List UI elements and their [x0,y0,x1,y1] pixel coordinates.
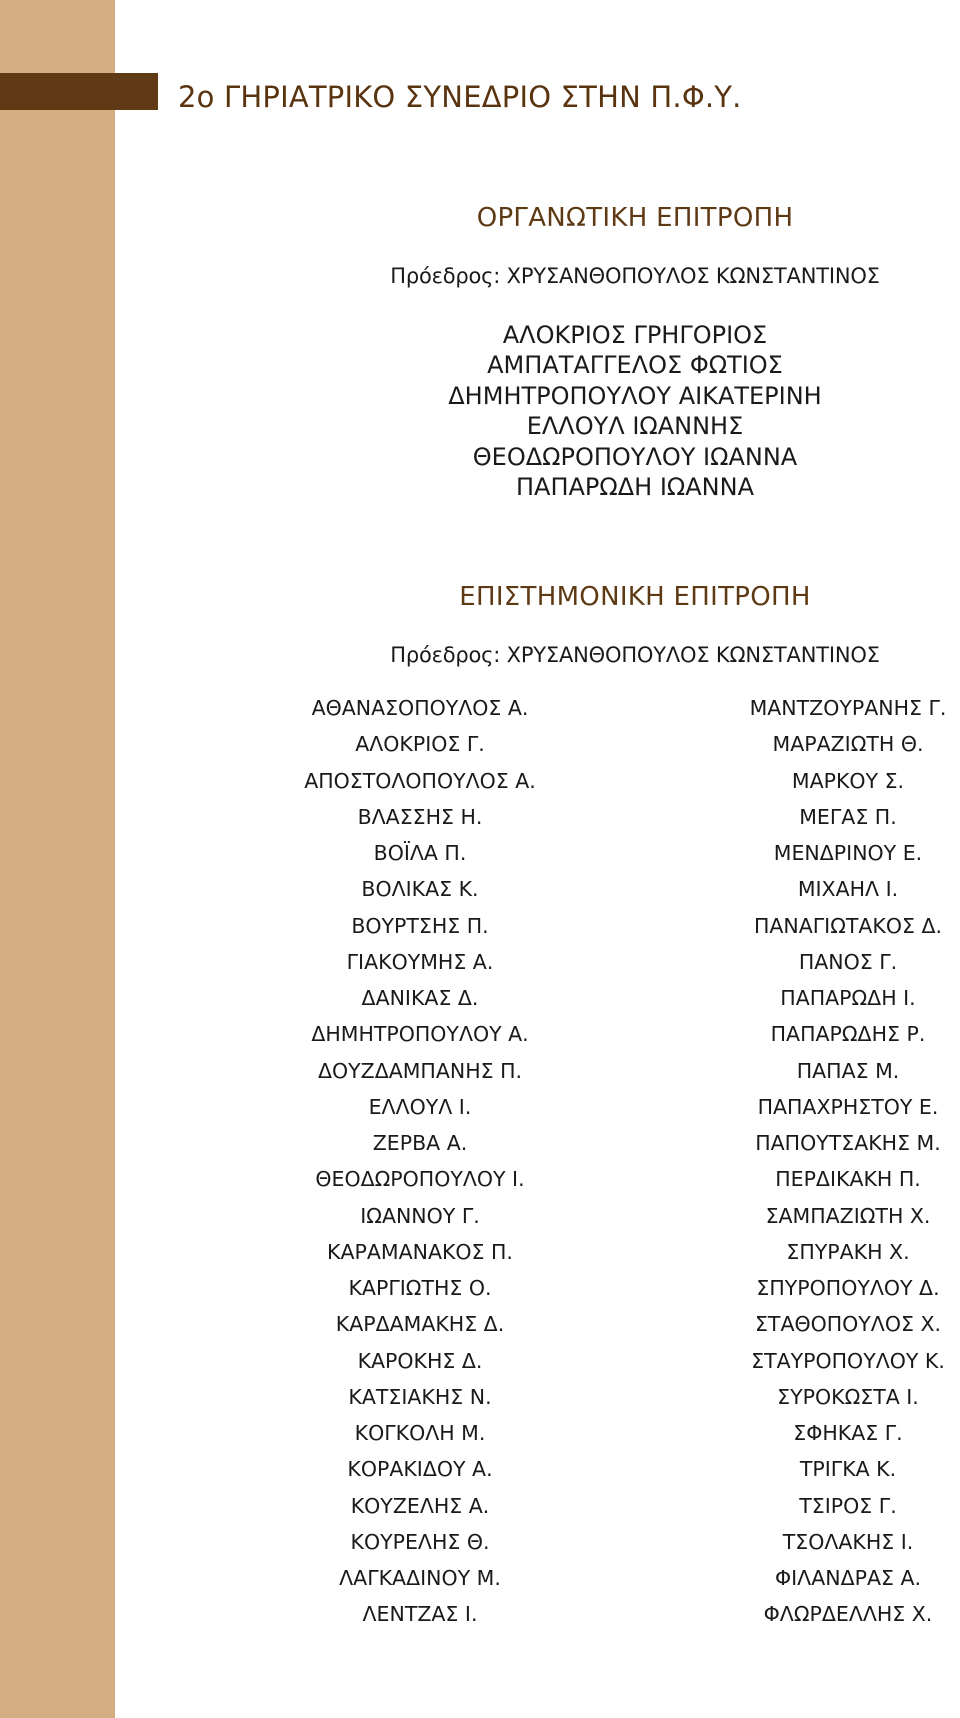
list-item: ΒΟΪΛΑ Π. [373,841,467,865]
list-item: ΣΠΥΡΑΚΗ Χ. [786,1239,910,1264]
list-item: ΑΜΠΑΤΑΓΓΕΛΟΣ ΦΩΤΙΟΣ [487,351,783,380]
list-item: ΙΩΑΝΝΟΥ Γ. [360,1203,480,1228]
list-item: ΜΑΝΤΖΟΥΡΑΝΗΣ Γ. [749,696,947,720]
scientific-committee-president: Πρόεδρος: ΧΡΥΣΑΝΘΟΠΟΥΛΟΣ ΚΩΝΣΤΑΝΤΙΝΟΣ [390,643,880,667]
list-item: ΘΕΟΔΩΡΟΠΟΥΛΟΥ Ι. [315,1167,525,1192]
list-item: ΚΟΥΡΕΛΗΣ Θ. [350,1529,490,1554]
list-item: ΕΛΛΟΥΛ ΙΩΑΝΝΗΣ [526,412,744,441]
list-item: ΓΙΑΚΟΥΜΗΣ Α. [346,949,494,974]
list-item: ΣΥΡΟΚΩΣΤΑ Ι. [777,1384,919,1409]
list-item: ΑΛΟΚΡΙΟΣ ΓΡΗΓΟΡΙΟΣ [502,321,768,349]
list-item: ΤΡΙΓΚΑ Κ. [799,1457,897,1482]
list-item: ΦΛΩΡΔΕΛΛΗΣ Χ. [763,1602,933,1627]
list-item: ΣΤΑΘΟΠΟΥΛΟΣ Χ. [754,1312,942,1337]
list-item: ΚΟΓΚΟΛΗ Μ. [354,1421,486,1445]
list-item: ΠΑΠΑΡΩΔΗ ΙΩΑΝΝΑ [516,472,754,501]
list-item: ΔΟΥΖΔΑΜΠΑΝΗΣ Π. [317,1058,523,1083]
list-item: ΤΣΟΛΑΚΗΣ Ι. [782,1529,914,1554]
list-item: ΣΑΜΠΑΖΙΩΤΗ Χ. [765,1203,931,1228]
list-item: ΘΕΟΔΩΡΟΠΟΥΛΟΥ ΙΩΑΝΝΑ [472,442,798,471]
list-item: ΚΑΡΓΙΩΤΗΣ Ο. [348,1276,492,1300]
list-item: ΚΟΡΑΚΙΔΟΥ Α. [347,1457,493,1482]
list-item: ΔΗΜΗΤΡΟΠΟΥΛΟΥ ΑΙΚΑΤΕΡΙΝΗ [448,381,822,410]
list-item: ΣΦΗΚΑΣ Γ. [793,1421,903,1445]
list-item: ΠΑΠΑΧΡΗΣΤΟΥ Ε. [757,1094,939,1119]
organizing-committee-heading: ΟΡΓΑΝΩΤΙΚΗ ΕΠΙΤΡΟΠΗ [476,203,794,233]
list-item: ΜΑΡΚΟΥ Σ. [791,768,905,793]
list-item: ΔΑΝΙΚΑΣ Δ. [361,986,479,1010]
list-item: ΚΑΤΣΙΑΚΗΣ Ν. [348,1384,492,1409]
list-item: ΖΕΡΒΑ Α. [372,1131,468,1155]
list-item: ΠΕΡΔΙΚΑΚΗ Π. [775,1167,921,1192]
list-item: ΠΑΠΑΣ Μ. [796,1058,900,1083]
scientific-committee-heading: ΕΠΙΣΤΗΜΟΝΙΚΗ ΕΠΙΤΡΟΠΗ [459,582,811,612]
list-item: ΛΕΝΤΖΑΣ Ι. [362,1602,478,1627]
scientific-committee-left-column [230,690,610,1633]
list-item: ΛΑΓΚΑΔΙΝΟΥ Μ. [339,1566,501,1590]
list-item: ΜΑΡΑΖΙΩΤΗ Θ. [772,732,924,757]
organizing-committee-president: Πρόεδρος: ΧΡΥΣΑΝΘΟΠΟΥΛΟΣ ΚΩΝΣΤΑΝΤΙΝΟΣ [390,264,880,288]
list-item: ΣΤΑΥΡΟΠΟΥΛΟΥ Κ. [751,1348,945,1373]
title-accent-bar [0,73,158,110]
list-item: ΚΑΡΑΜΑΝΑΚΟΣ Π. [327,1239,513,1264]
list-item: ΒΟΛΙΚΑΣ Κ. [361,877,479,902]
list-item: ΜΙΧΑΗΛ Ι. [797,877,899,902]
side-band [0,0,115,1718]
list-item: ΠΑΠΟΥΤΣΑΚΗΣ Μ. [755,1131,941,1155]
list-item: ΔΗΜΗΤΡΟΠΟΥΛΟΥ Α. [311,1022,529,1047]
list-item: ΠΑΝΑΓΙΩΤΑΚΟΣ Δ. [753,913,943,938]
list-item: ΕΛΛΟΥΛ Ι. [368,1094,472,1119]
list-item: ΒΟΥΡΤΣΗΣ Π. [351,913,489,938]
list-item: ΜΕΓΑΣ Π. [799,804,897,829]
list-item: ΑΘΑΝΑΣΟΠΟΥΛΟΣ Α. [311,696,529,720]
list-item: ΑΛΟΚΡΙΟΣ Γ. [355,732,485,757]
list-item: ΤΣΙΡΟΣ Γ. [799,1493,897,1518]
list-item: ΣΠΥΡΟΠΟΥΛΟΥ Δ. [756,1276,940,1300]
list-item: ΒΛΑΣΣΗΣ Η. [357,804,483,829]
page-title: 2ο ΓΗΡΙΑΤΡΙΚΟ ΣΥΝΕΔΡΙΟ ΣΤΗΝ Π.Φ.Υ. [178,80,742,114]
list-item: ΚΑΡΔΑΜΑΚΗΣ Δ. [335,1312,505,1337]
list-item: ΠΑΝΟΣ Γ. [798,949,898,974]
list-item: ΑΠΟΣΤΟΛΟΠΟΥΛΟΣ Α. [304,768,536,793]
list-item: ΜΕΝΔΡΙΝΟΥ Ε. [773,841,923,865]
list-item: ΚΟΥΖΕΛΗΣ Α. [350,1493,490,1518]
list-item: ΚΑΡΟΚΗΣ Δ. [357,1348,483,1373]
list-item: ΠΑΠΑΡΩΔΗ Ι. [780,986,916,1010]
organizing-committee-members [270,320,960,502]
scientific-committee-right-column [658,690,960,1633]
list-item: ΦΙΛΑΝΔΡΑΣ Α. [775,1566,921,1590]
list-item: ΠΑΠΑΡΩΔΗΣ Ρ. [770,1022,926,1047]
